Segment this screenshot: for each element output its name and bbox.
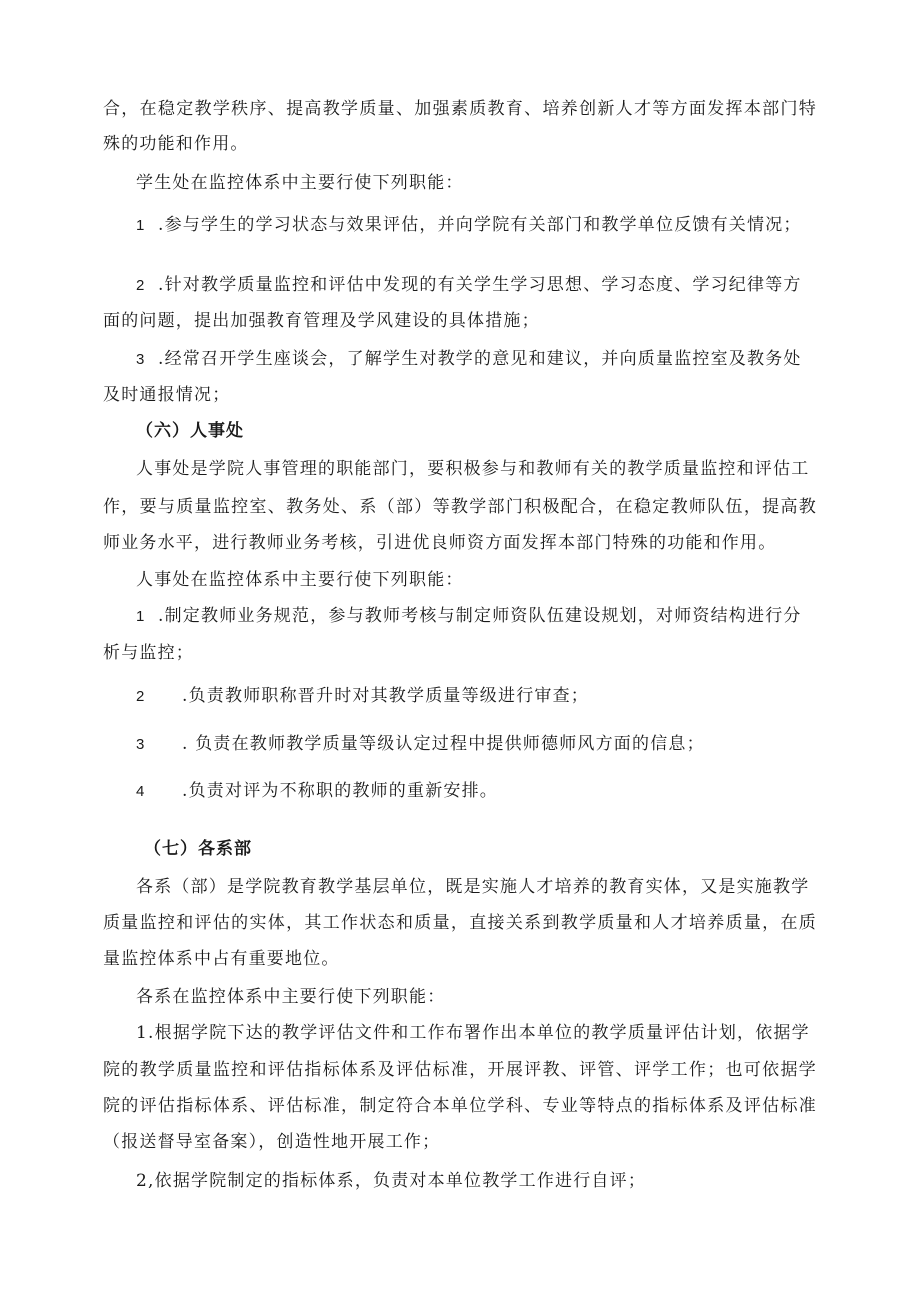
paragraph-line: 面的问题，提出加强教育管理及学风建设的具体措施； (103, 311, 540, 331)
paragraph-line: 各系（部）是学院教育教学基层单位，既是实施人才培养的教育实体，又是实施教学 (136, 877, 810, 897)
item-text: .制定教师业务规范，参与教师考核与制定师资队伍建设规划，对师资结构进行分 (158, 606, 802, 626)
list-item (136, 733, 705, 756)
paragraph-line: 殊的功能和作用。 (103, 134, 249, 154)
item-number: 3 (136, 736, 145, 753)
item-number: 1 (136, 608, 145, 625)
item-number: 2 (136, 688, 145, 705)
paragraph-line: 1.根据学院下达的教学评估文件和工作布署作出本单位的教学质量评估计划，依据学 (136, 1023, 810, 1043)
paragraph-line: 质量监控和评估的实体，其工作状态和质量，直接关系到教学质量和人才培养质量，在质 (103, 913, 817, 933)
paragraph-line: 师业务水平，进行教师业务考核，引进优良师资方面发挥本部门特殊的功能和作用。 (103, 533, 777, 553)
list-item (136, 685, 589, 708)
item-number: 2 (136, 277, 145, 294)
list-item (136, 605, 802, 628)
item-text: .参与学生的学习状态与效果评估，并向学院有关部门和教学单位反馈有关情况； (158, 215, 802, 235)
paragraph-line: 作，要与质量监控室、教务处、系（部）等教学部门积极配合，在稳定教师队伍，提高教 (103, 497, 817, 517)
item-text: .负责对评为不称职的教师的重新安排。 (182, 781, 499, 801)
list-item (136, 348, 802, 371)
paragraph-line: 人事处在监控体系中主要行使下列职能： (136, 570, 464, 590)
list-item (136, 214, 802, 237)
paragraph-line: 量监控体系中占有重要地位。 (103, 949, 340, 969)
paragraph-line: 院的教学质量监控和评估指标体系及评估标准，开展评教、评管、评学工作；也可依据学 (103, 1060, 817, 1080)
paragraph-line: 合，在稳定教学秩序、提高教学质量、加强素质教育、培养创新人才等方面发挥本部门特 (103, 99, 817, 119)
item-text: .针对教学质量监控和评估中发现的有关学生学习思想、学习态度、学习纪律等方 (158, 275, 802, 295)
item-number: 3 (136, 351, 145, 368)
section-heading-departments: （七）各系部 (144, 839, 252, 859)
paragraph-line: 各系在监控体系中主要行使下列职能： (136, 987, 446, 1007)
item-number: 1 (136, 217, 145, 234)
item-text: .负责教师职称晋升时对其教学质量等级进行审查； (182, 686, 590, 706)
list-item (136, 274, 802, 297)
paragraph-line: 院的评估指标体系、评估标准，制定符合本单位学科、专业等特点的指标体系及评估标准 (103, 1096, 817, 1116)
item-text: .经常召开学生座谈会，了解学生对教学的意见和建议，并向质量监控室及教务处 (158, 349, 802, 369)
list-item (136, 780, 498, 803)
item-number: 4 (136, 783, 145, 800)
paragraph-line: 及时通报情况； (103, 385, 231, 405)
section-heading-personnel: （六）人事处 (136, 421, 244, 441)
paragraph-line: 学生处在监控体系中主要行使下列职能： (136, 173, 464, 193)
paragraph-line: 析与监控； (103, 643, 194, 663)
paragraph-line: 2,依据学院制定的指标体系，负责对本单位教学工作进行自评； (136, 1171, 647, 1191)
item-text: . 负责在教师教学质量等级认定过程中提供师德师风方面的信息； (182, 734, 705, 754)
paragraph-line: （报送督导室备案），创造性地开展工作； (103, 1132, 441, 1152)
paragraph-line: 人事处是学院人事管理的职能部门，要积极参与和教师有关的教学质量监控和评估工 (136, 459, 810, 479)
